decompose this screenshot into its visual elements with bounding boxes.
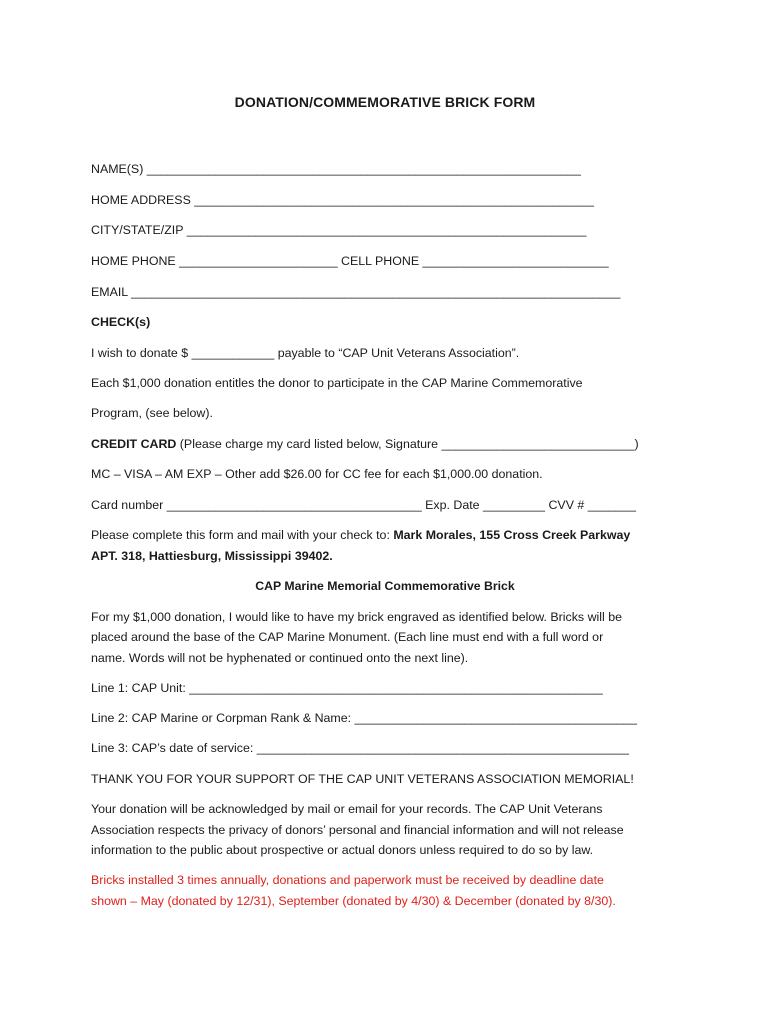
- mail-address-line-1: Mark Morales, 155 Cross Creek Parkway: [393, 528, 631, 542]
- credit-card-label: CREDIT CARD: [91, 437, 177, 451]
- line3-field[interactable]: Line 3: CAP’s date of service: ______________________________________________________: [91, 741, 629, 755]
- credit-card-line[interactable]: [91, 434, 681, 455]
- card-types-text: MC – VISA – AM EXP – Other add $26.00 for CC fee for each $1,000.00 donation.: [91, 467, 543, 481]
- privacy-text-1: Your donation will be acknowledged by mail or email for your records. The CAP Unit Veterans: [91, 802, 603, 816]
- checks-heading: CHECK(s): [91, 315, 151, 329]
- email-field[interactable]: EMAIL _______________________________________________________________________: [91, 285, 621, 299]
- phone-fields[interactable]: HOME PHONE _______________________ CELL PHONE ___________________________: [91, 254, 609, 268]
- donation-entitlement-text: Each $1,000 donation entitles the donor to participate in the CAP Marine Commemorative: [91, 376, 583, 390]
- city-state-zip-field[interactable]: CITY/STATE/ZIP __________________________________________________________: [91, 223, 587, 237]
- names-field[interactable]: NAME(S) _______________________________________________________________: [91, 162, 581, 176]
- card-number-field[interactable]: Card number _____________________________________ Exp. Date _________ CVV # _______: [91, 498, 636, 512]
- mail-instructions: [91, 525, 681, 546]
- program-text: Program, (see below).: [91, 406, 213, 420]
- brick-intro-3: name. Words will not be hyphenated or continued onto the next line).: [91, 651, 469, 665]
- line1-field[interactable]: Line 1: CAP Unit: ____________________________________________________________: [91, 681, 603, 695]
- credit-card-signature-field[interactable]: (Please charge my card listed below, Signature ____________________________): [176, 437, 639, 451]
- thank-you-text: THANK YOU FOR YOUR SUPPORT OF THE CAP UNIT VETERANS ASSOCIATION MEMORIAL!: [91, 772, 634, 786]
- brick-intro-2: placed around the base of the CAP Marine Monument. (Each line must end with a full word or: [91, 630, 604, 644]
- privacy-text-2: Association respects the privacy of donors’ personal and financial information and will not release: [91, 823, 624, 837]
- deadline-text-1: Bricks installed 3 times annually, donations and paperwork must be received by deadline date: [91, 873, 604, 887]
- line2-field[interactable]: Line 2: CAP Marine or Corpman Rank & Name: _________________________________________: [91, 711, 638, 725]
- privacy-text-3: information to the public about prospective or actual donors unless required to do so by law.: [91, 843, 594, 857]
- mail-address-line-2: APT. 318, Hattiesburg, Mississippi 39402.: [91, 549, 333, 563]
- deadline-text-2: shown – May (donated by 12/31), September (donated by 4/30) & December (donated by 8/30).: [91, 894, 616, 908]
- home-address-field[interactable]: HOME ADDRESS __________________________________________________________: [91, 193, 594, 207]
- form-title: DONATION/COMMEMORATIVE BRICK FORM: [234, 94, 536, 110]
- mail-intro-text: Please complete this form and mail with your check to:: [91, 528, 394, 542]
- brick-heading: CAP Marine Memorial Commemorative Brick: [255, 579, 515, 593]
- donate-amount-field[interactable]: I wish to donate $ ____________ payable to “CAP Unit Veterans Association”.: [91, 346, 520, 360]
- brick-intro-1: For my $1,000 donation, I would like to have my brick engraved as identified below. Bricks will be: [91, 610, 623, 624]
